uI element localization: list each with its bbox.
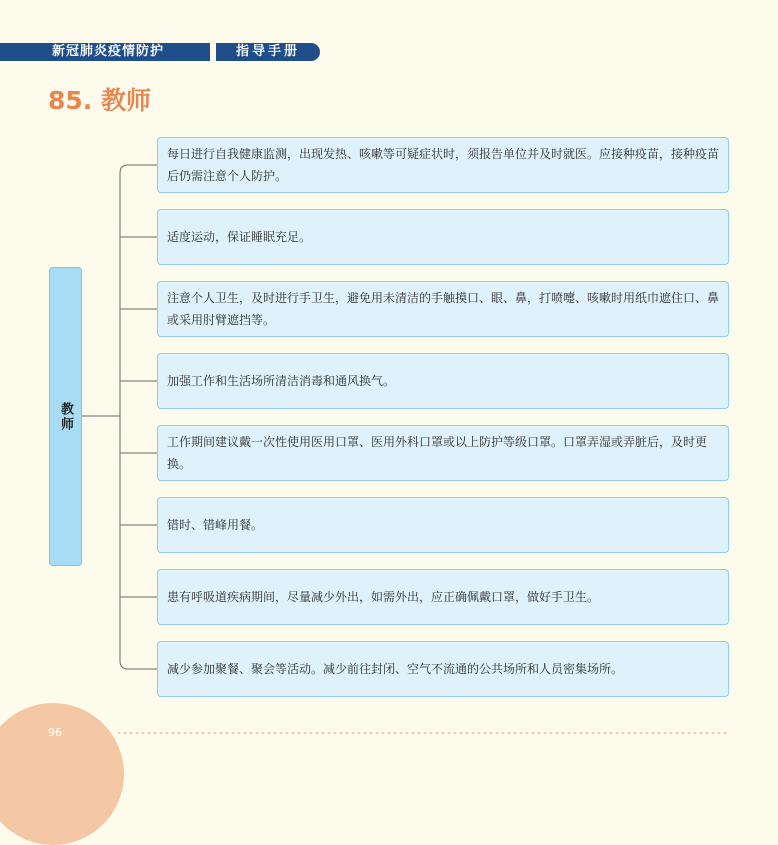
page-title: 85. 教师 — [48, 86, 151, 115]
guideline-text: 每日进行自我健康监测，出现发热、咳嗽等可疑症状时，须报告单位并及时就医。应接种疫苗，接种疫苗后仍需注意个人防护。 — [167, 147, 720, 183]
guideline-item — [157, 569, 729, 625]
guideline-text: 注意个人卫生，及时进行手卫生，避免用未清洁的手触摸口、眼、鼻，打喷嚏、咳嗽时用纸巾遮住口、鼻或采用肘臂遮挡等。 — [167, 291, 720, 327]
guideline-item — [157, 497, 729, 553]
header-subtitle: 指导手册 — [216, 43, 320, 61]
guideline-text: 减少参加聚餐、聚会等活动。减少前往封闭、空气不流通的公共场所和人员密集场所。 — [167, 662, 624, 676]
guideline-item — [157, 353, 729, 409]
guideline-item — [157, 641, 729, 697]
guideline-item — [157, 137, 729, 193]
header-title: 新冠肺炎疫情防护 — [0, 43, 210, 61]
guideline-text: 错时、错峰用餐。 — [167, 518, 264, 532]
trunk-line — [120, 165, 157, 669]
guideline-item — [157, 209, 729, 265]
root-node — [49, 267, 82, 566]
root-label: 教师 — [58, 401, 73, 432]
guideline-text: 患有呼吸道疾病期间，尽量减少外出，如需外出，应正确佩戴口罩，做好手卫生。 — [167, 590, 600, 604]
guideline-item — [157, 281, 729, 337]
page-number: 96 — [48, 726, 62, 739]
guideline-text: 适度运动，保证睡眠充足。 — [167, 230, 312, 244]
dotted-footer-line — [118, 726, 738, 740]
guideline-text: 工作期间建议戴一次性使用医用口罩、医用外科口罩或以上防护等级口罩。口罩弄湿或弄脏后，及时更换。 — [167, 435, 708, 471]
guideline-item — [157, 425, 729, 481]
guideline-text: 加强工作和生活场所清洁消毒和通风换气。 — [167, 374, 396, 388]
